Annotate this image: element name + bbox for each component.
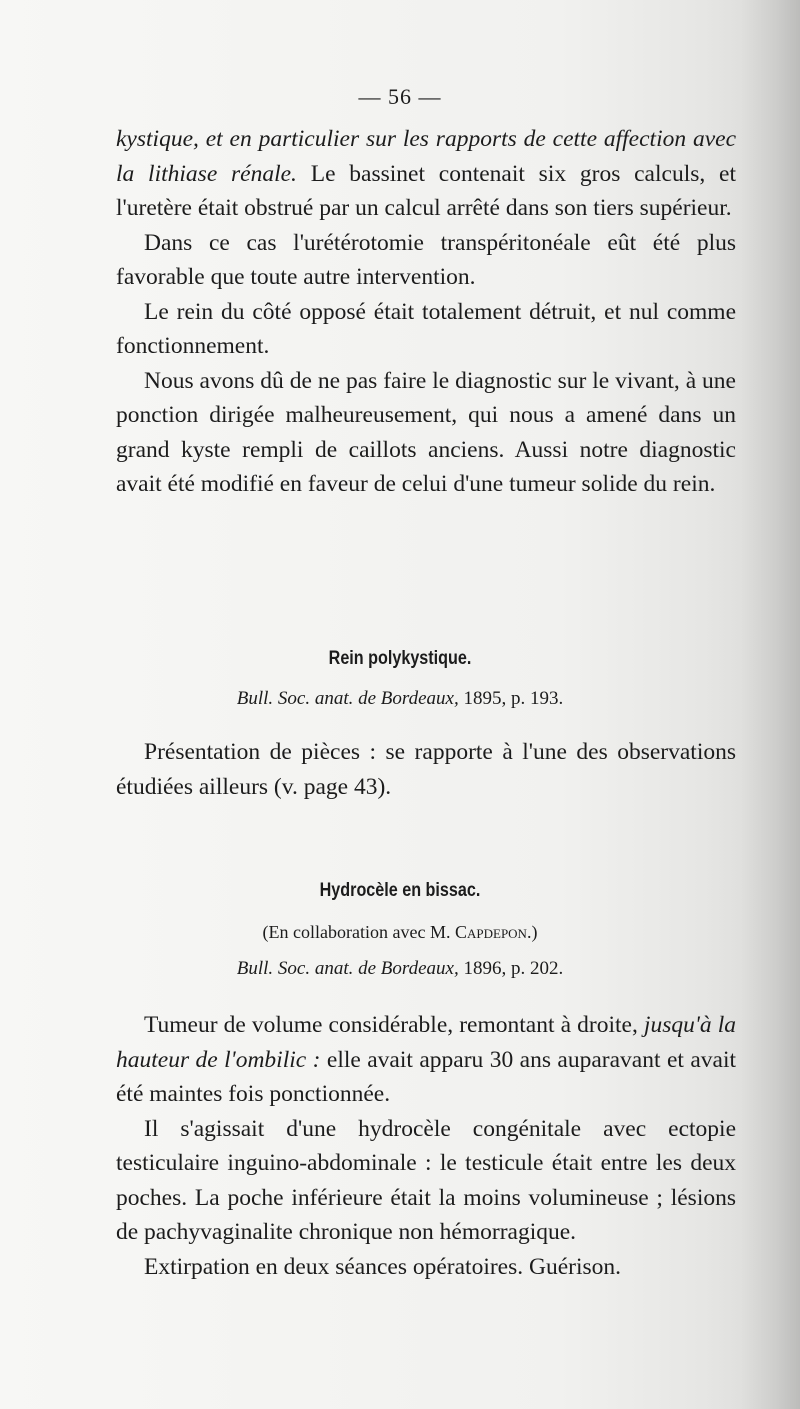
section2-citation — [0, 958, 800, 980]
section1-citation-italic: Bull. Soc. anat. de Bordeaux, — [236, 688, 459, 709]
section-title-hydrocele-en-bissac: Hydrocèle en bissac. — [319, 880, 481, 901]
page-number: — 56 — — [358, 84, 442, 109]
intro-paragraph-1 — [116, 122, 736, 226]
section2-paragraph-1-start: Tumeur de volume considérable, remontant à droite, — [144, 1012, 644, 1038]
section2-paragraph-1-end: elle avait apparu 30 ans auparavant et avait été maintes fois ponctionnée. — [116, 1046, 737, 1107]
section2-citation-italic: Bull. Soc. anat. de Bordeaux, — [236, 958, 459, 979]
section-title-rein-polykystique: Rein polykystique. — [328, 648, 472, 669]
section2-paragraph-1 — [116, 1008, 736, 1112]
collaboration-prefix: (En collaboration avec M. — [262, 922, 455, 942]
section1-paragraph: Présentation de pièces : se rapporte à l'une des observations étudiées ailleurs (v. page 43). — [116, 739, 736, 800]
section1-citation-rest: 1895, p. 193. — [458, 688, 564, 709]
section2-collaboration — [0, 922, 800, 943]
section1-text-block — [116, 735, 736, 804]
section2-citation-rest: 1896, p. 202. — [458, 958, 564, 979]
intro-paragraph-2: Dans ce cas l'urétérotomie transpéritonéale eût été plus favorable que toute autre intervention. — [116, 229, 736, 290]
intro-text-block — [116, 122, 736, 502]
intro-paragraph-1-italic: kystique, et en particulier sur les rapports de cette affection avec la lithiase rénale. — [116, 126, 736, 187]
collaboration-name: Capdepon — [454, 922, 527, 942]
intro-paragraph-3: Le rein du côté opposé était totalement détruit, et nul comme fonctionnement. — [116, 298, 736, 359]
intro-paragraph-4: Nous avons dû de ne pas faire le diagnostic sur le vivant, à une ponction dirigée malheureusement, qui nous a amené dans un grand kyste rempli de caillots anciens. Aussi notre diagnostic avait été modifié en faveur de celui d'une tumeur solide du rein. — [116, 367, 736, 497]
section2-paragraph-2: Il s'agissait d'une hydrocèle congénitale avec ectopie testiculaire inguino-abdominale : le testicule était entre les deux poches. La poche inférieure était la moins volumineuse ; lésions de pachyvaginalite chronique non hémorragique. — [116, 1115, 736, 1245]
collaboration-suffix: .) — [526, 922, 538, 942]
section2-paragraph-3: Extirpation en deux séances opératoires. Guérison. — [144, 1253, 622, 1280]
section2-paragraph-1-italic: jusqu'à la hauteur de l'ombilic : — [116, 1012, 736, 1073]
section1-citation — [0, 688, 800, 710]
intro-paragraph-1-rest: Le bassinet contenait six gros calculs, et l'uretère était obstrué par un calcul arrêté dans son tiers supérieur. — [116, 160, 736, 221]
section2-text-block — [116, 1008, 736, 1284]
